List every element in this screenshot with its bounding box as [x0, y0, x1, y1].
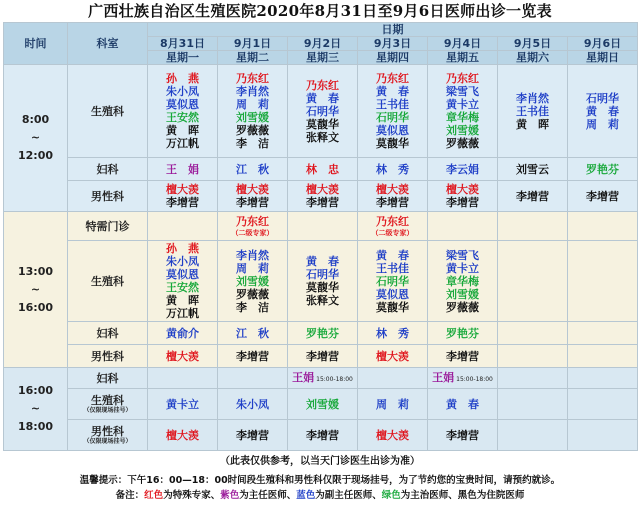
- doctor-name: 孙 燕: [166, 72, 199, 85]
- doctor-name: 朱小凤: [166, 85, 199, 98]
- schedule-cell: [148, 181, 218, 212]
- doctor-name: 刘雪媛: [236, 111, 269, 124]
- schedule-cell: [148, 158, 218, 181]
- doctor-name: 周 莉: [236, 261, 269, 275]
- schedule-cell: [218, 158, 288, 181]
- doctor-name: 刘雪媛: [236, 274, 269, 288]
- walkin-note: （仅限现场挂号）: [83, 407, 132, 414]
- doctor-name: 李增营: [306, 196, 339, 209]
- doctor-name: 张释文: [306, 130, 339, 144]
- doctor-name: 石明华: [376, 274, 409, 288]
- schedule-cell: [568, 212, 638, 241]
- day-date: 9月6日: [568, 37, 638, 51]
- schedule-cell: [288, 181, 358, 212]
- doctor-name: 王书佳: [376, 98, 409, 111]
- day-weekday: 星期二: [218, 51, 288, 65]
- schedule-cell: [428, 65, 498, 158]
- doctor-name: 李增营: [446, 428, 479, 442]
- doctor-name: 刘雪云: [516, 162, 549, 176]
- doctor-name: 檀大羡: [166, 183, 199, 196]
- doctor-name: 檀大羡: [446, 183, 479, 196]
- dept-label: 妇科: [68, 368, 148, 389]
- schedule-cell: [498, 322, 568, 345]
- schedule-cell: [428, 368, 498, 389]
- schedule-cell: [358, 241, 428, 322]
- day-date: 9月4日: [428, 37, 498, 51]
- day-weekday: 星期日: [568, 51, 638, 65]
- doctor-name: 江 秋: [236, 326, 269, 340]
- schedule-cell: [148, 368, 218, 389]
- doctor-name: 周 莉: [376, 397, 409, 411]
- doctor-name: 王安然: [166, 111, 199, 124]
- schedule-cell: [358, 181, 428, 212]
- doctor-name: 檀大羡: [306, 183, 339, 196]
- schedule-cell: [428, 420, 498, 451]
- doctor-name: 江 秋: [236, 162, 269, 176]
- legend-desc: 为主任医师、: [239, 490, 297, 501]
- schedule-cell: [568, 241, 638, 322]
- doctor-name: 章华梅: [446, 111, 479, 124]
- doctor-name: 檀大羡: [376, 349, 409, 363]
- dept-label: 妇科: [68, 322, 148, 345]
- doctor-name: 莫馥华: [376, 300, 409, 314]
- schedule-cell: [358, 322, 428, 345]
- doctor-name: 黄卡立: [166, 397, 199, 411]
- doctor-name: 李增营: [516, 189, 549, 203]
- doctor-name: 周 莉: [586, 117, 620, 131]
- doctor-name: 罗薇薇: [446, 300, 479, 314]
- morning-row: [4, 181, 638, 212]
- schedule-cell: [148, 345, 218, 368]
- expert-tag: （二级专家）: [371, 228, 414, 237]
- doctor-name: 王书佳: [376, 261, 409, 275]
- special-row: [4, 212, 638, 241]
- schedule-cell: [358, 158, 428, 181]
- doctor-name: 石明华: [306, 268, 339, 281]
- schedule-cell: [498, 181, 568, 212]
- hours-note: 15:00-18:00: [316, 375, 353, 383]
- doctor-name: 黄 春: [376, 85, 409, 98]
- doctor-name: 张释文: [306, 294, 339, 307]
- day-date: 9月2日: [288, 37, 358, 51]
- legend-desc: 为主治医师、: [400, 490, 458, 501]
- doctor-name: 李 洁: [236, 300, 269, 314]
- time-header: 时间: [4, 23, 68, 65]
- schedule-cell: [428, 241, 498, 322]
- doctor-name: 檀大羡: [376, 183, 409, 196]
- doctor-name: 莫馥华: [306, 117, 339, 131]
- legend-desc: 为副主任医师、: [315, 490, 382, 501]
- dept-label: 生殖科 （仅限现场挂号）: [68, 389, 148, 420]
- doctor-name: 罗薇薇: [236, 287, 269, 301]
- doctor-name: 莫似恩: [376, 287, 409, 301]
- doctor-name: 罗艳芬: [586, 162, 620, 176]
- doctor-name: 王娟: [292, 370, 315, 384]
- morning-row: [4, 158, 638, 181]
- schedule-cell: [498, 345, 568, 368]
- doctor-name: 刘雪媛: [446, 287, 479, 301]
- dept-label: 生殖科: [68, 241, 148, 322]
- doctor-name: 李增营: [306, 428, 339, 442]
- doctor-name: 乃东红: [236, 214, 269, 228]
- doctor-name: 乃东红: [376, 214, 409, 228]
- schedule-cell: [288, 65, 358, 158]
- afternoon-row: [4, 322, 638, 345]
- dept-label: 男性科: [68, 345, 148, 368]
- legend-color-word: 紫色: [220, 490, 240, 501]
- doctor-name: 乃东红: [306, 78, 339, 92]
- doctor-name: 章华梅: [446, 274, 479, 288]
- doctor-name: 刘雪媛: [446, 124, 479, 137]
- doctor-name: 梁雪飞: [446, 248, 479, 262]
- time-slot: 16:00 ~ 18:00: [4, 368, 68, 451]
- doctor-name: 孙 燕: [166, 242, 199, 255]
- day-weekday: 星期四: [358, 51, 428, 65]
- schedule-body: [4, 23, 638, 451]
- color-legend: [0, 488, 640, 503]
- hours-note: 15:00-18:00: [456, 375, 493, 383]
- doctor-name: 朱小凤: [236, 397, 269, 411]
- doctor-name: 李增营: [446, 196, 479, 209]
- date-header: 日期: [148, 23, 638, 37]
- doctor-name: 李肖然: [236, 248, 269, 262]
- day-date: 8月31日: [148, 37, 218, 51]
- schedule-cell: [288, 345, 358, 368]
- doctor-name: 林 秀: [376, 326, 409, 340]
- doctor-name: 林 忠: [306, 162, 339, 176]
- afternoon-row: [4, 241, 638, 322]
- schedule-cell: [568, 368, 638, 389]
- doctor-name: 万江帆: [166, 137, 199, 150]
- schedule-cell: [288, 368, 358, 389]
- doctor-name: 罗艳芬: [446, 326, 479, 340]
- doctor-name: 檀大羡: [166, 428, 199, 442]
- schedule-cell: [358, 389, 428, 420]
- legend-desc: 为住院医师: [476, 490, 525, 501]
- schedule-cell: [358, 212, 428, 241]
- schedule-cell: [288, 420, 358, 451]
- doctor-name: 刘雪媛: [306, 397, 339, 411]
- schedule-cell: [148, 65, 218, 158]
- schedule-cell: [218, 345, 288, 368]
- doctor-name: 莫似恩: [166, 268, 199, 281]
- day-weekday: 星期三: [288, 51, 358, 65]
- doctor-name: 黄 春: [306, 255, 339, 268]
- schedule-cell: [568, 65, 638, 158]
- legend-prefix: 备注：: [115, 490, 145, 501]
- doctor-name: 李肖然: [516, 91, 549, 105]
- doctor-name: 李增营: [376, 196, 409, 209]
- doctor-name: 李增营: [166, 196, 199, 209]
- header-row: [4, 23, 638, 37]
- schedule-cell: [498, 65, 568, 158]
- doctor-name: 李增营: [586, 189, 620, 203]
- schedule-cell: [218, 181, 288, 212]
- doctor-name: 罗艳芬: [306, 326, 339, 340]
- schedule-cell: [428, 158, 498, 181]
- dept-label: 男性科 （仅限现场挂号）: [68, 420, 148, 451]
- doctor-name: 黄 晖: [516, 117, 549, 131]
- disclaimer: （此表仅供参考，以当天门诊医生出诊为准）: [220, 456, 420, 467]
- schedule-cell: [358, 368, 428, 389]
- day-date: 9月3日: [358, 37, 428, 51]
- day-date: 9月1日: [218, 37, 288, 51]
- schedule-cell: [568, 181, 638, 212]
- doctor-name: 朱小凤: [166, 255, 199, 268]
- expert-tag: （二级专家）: [231, 228, 274, 237]
- schedule-cell: [148, 212, 218, 241]
- doctor-name: 乃东红: [236, 72, 269, 85]
- schedule-cell: [428, 181, 498, 212]
- time-slot: 8:00 ~ 12:00: [4, 65, 68, 212]
- schedule-cell: [568, 345, 638, 368]
- schedule-cell: [288, 212, 358, 241]
- dept-label: 男性科: [68, 181, 148, 212]
- dept-header: 科室: [68, 23, 148, 65]
- schedule-cell: [288, 389, 358, 420]
- doctor-name: 黄 春: [446, 397, 479, 411]
- doctor-name: 莫似恩: [376, 124, 409, 137]
- schedule-cell: [218, 389, 288, 420]
- walkin-note: （仅限现场挂号）: [83, 438, 132, 445]
- schedule-cell: [288, 158, 358, 181]
- doctor-name: 莫似恩: [166, 98, 199, 111]
- doctor-name: 林 秀: [376, 162, 409, 176]
- doctor-name: 乃东红: [376, 72, 409, 85]
- tip-text: 温馨提示：下午16：00—18：00时间段生殖科和男性科仅限于现场挂号，为了节约您的宝贵时间，请预约就诊。: [79, 475, 561, 486]
- doctor-name: 王娟: [432, 370, 455, 384]
- schedule-table: [3, 22, 638, 451]
- schedule-cell: [498, 389, 568, 420]
- schedule-cell: [428, 345, 498, 368]
- doctor-name: 檀大羡: [166, 349, 199, 363]
- doctor-name: 梁雪飞: [446, 85, 479, 98]
- schedule-cell: [218, 420, 288, 451]
- dept-label: 生殖科: [68, 65, 148, 158]
- doctor-name: 李增营: [236, 196, 269, 209]
- doctor-name: 莫馥华: [376, 137, 409, 150]
- evening-row: [4, 420, 638, 451]
- schedule-cell: [498, 368, 568, 389]
- schedule-cell: [288, 241, 358, 322]
- doctor-name: 黄 春: [376, 248, 409, 262]
- day-date: 9月5日: [498, 37, 568, 51]
- schedule-cell: [148, 322, 218, 345]
- doctor-name: 檀大羡: [236, 183, 269, 196]
- schedule-cell: [568, 420, 638, 451]
- day-weekday: 星期六: [498, 51, 568, 65]
- evening-row: [4, 389, 638, 420]
- doctor-name: 李增营: [446, 349, 479, 363]
- legend-color-word: 蓝色: [296, 490, 316, 501]
- doctor-name: 黄 晖: [166, 294, 199, 307]
- doctor-name: 周 莉: [236, 98, 269, 111]
- doctor-name: 乃东红: [446, 72, 479, 85]
- schedule-cell: [498, 212, 568, 241]
- doctor-name: 黄俞介: [166, 326, 199, 340]
- schedule-cell: [498, 241, 568, 322]
- schedule-cell: [428, 212, 498, 241]
- schedule-cell: [358, 65, 428, 158]
- schedule-cell: [218, 322, 288, 345]
- page-title: 广西壮族自治区生殖医院2020年8月31日至9月6日医师出诊一览表: [88, 2, 552, 20]
- time-slot: 13:00 ~ 16:00: [4, 212, 68, 368]
- doctor-name: 李增营: [236, 428, 269, 442]
- doctor-name: 莫馥华: [306, 281, 339, 294]
- legend-color-word: 红色: [144, 490, 164, 501]
- schedule-cell: [428, 322, 498, 345]
- legend-desc: 为特殊专家、: [163, 490, 221, 501]
- doctor-name: 檀大羡: [376, 428, 409, 442]
- doctor-name: 王安然: [166, 281, 199, 294]
- doctor-name: 万江帆: [166, 307, 199, 320]
- schedule-cell: [358, 345, 428, 368]
- evening-gyn-row: [4, 368, 638, 389]
- doctor-name: 石明华: [586, 91, 620, 105]
- doctor-name: 李肖然: [236, 85, 269, 98]
- doctor-name: 石明华: [376, 111, 409, 124]
- schedule-cell: [498, 158, 568, 181]
- doctor-name: 李增营: [306, 349, 339, 363]
- doctor-name: 王书佳: [516, 104, 549, 118]
- schedule-cell: [148, 389, 218, 420]
- schedule-cell: [218, 241, 288, 322]
- schedule-cell: [358, 420, 428, 451]
- day-weekday: 星期一: [148, 51, 218, 65]
- doctor-name: 王 娟: [166, 162, 199, 176]
- legend-color-word: 黑色: [457, 490, 477, 501]
- schedule-cell: [148, 241, 218, 322]
- schedule-cell: [218, 65, 288, 158]
- schedule-cell: [218, 368, 288, 389]
- doctor-name: 黄 晖: [166, 124, 199, 137]
- schedule-cell: [568, 158, 638, 181]
- dept-label: 妇科: [68, 158, 148, 181]
- schedule-cell: [148, 420, 218, 451]
- schedule-cell: [428, 389, 498, 420]
- legend-color-word: 绿色: [381, 490, 401, 501]
- schedule-cell: [498, 420, 568, 451]
- afternoon-row: [4, 345, 638, 368]
- schedule-cell: [218, 212, 288, 241]
- schedule-cell: [288, 322, 358, 345]
- doctor-name: 黄卡立: [446, 98, 479, 111]
- schedule-cell: [568, 389, 638, 420]
- doctor-name: 李云娟: [446, 162, 479, 176]
- doctor-name: 罗薇薇: [236, 124, 269, 137]
- doctor-name: 石明华: [306, 104, 339, 118]
- doctor-name: 黄 春: [586, 104, 620, 118]
- day-weekday: 星期五: [428, 51, 498, 65]
- doctor-name: 罗薇薇: [446, 137, 479, 150]
- doctor-name: 黄 春: [306, 91, 339, 105]
- morning-row: [4, 65, 638, 158]
- doctor-name: 黄卡立: [446, 261, 479, 275]
- schedule-cell: [568, 322, 638, 345]
- doctor-name: 李 洁: [236, 137, 269, 150]
- dept-label: 特需门诊: [68, 212, 148, 241]
- doctor-name: 李增营: [236, 349, 269, 363]
